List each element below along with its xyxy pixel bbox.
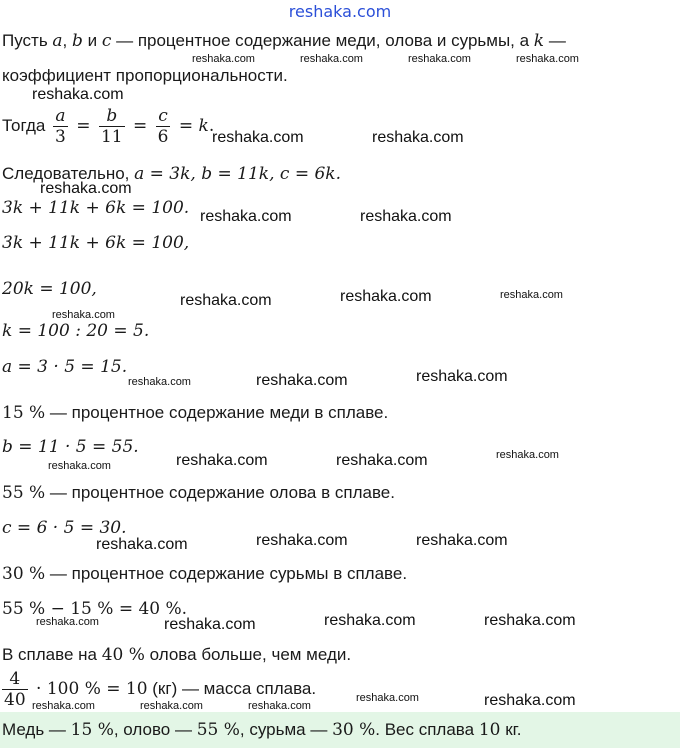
solution-line-3 <box>2 102 214 150</box>
comma: , <box>62 31 72 50</box>
text: В сплаве на <box>2 645 102 664</box>
denominator: 3 <box>55 127 66 148</box>
denominator: 11 <box>100 127 123 148</box>
math-expr: 30 % <box>2 564 46 584</box>
watermark: reshaka.com <box>52 309 115 321</box>
solution-line-9: a = 3 · 5 = 15. <box>2 357 128 377</box>
solution-line-6: 3k + 11k + 6k = 100, <box>2 233 190 253</box>
var-b: b <box>72 31 83 51</box>
var-a: a <box>52 31 63 51</box>
watermark: reshaka.com <box>32 700 95 712</box>
text: Следовательно, <box>2 164 135 183</box>
watermark: reshaka.com <box>484 692 576 709</box>
solution-line-7: 20k = 100, <box>2 279 97 299</box>
math-expr: 55 % <box>2 483 46 503</box>
math-expr: a = 3k, b = 11k, c = 6k. <box>134 164 342 184</box>
solution-line-12 <box>2 482 395 504</box>
watermark: reshaka.com <box>128 376 191 388</box>
watermark: reshaka.com <box>140 700 203 712</box>
watermark: reshaka.com <box>416 368 508 385</box>
watermark: reshaka.com <box>336 452 428 469</box>
denominator: 6 <box>157 127 169 148</box>
text: (кг) — масса сплава. <box>147 679 317 698</box>
watermark: reshaka.com <box>48 460 111 472</box>
math-expr: 40 % <box>101 645 145 665</box>
watermark: reshaka.com <box>40 180 132 197</box>
watermark: reshaka.com <box>408 53 471 65</box>
watermark: reshaka.com <box>248 700 311 712</box>
numerator: 4 <box>2 669 28 690</box>
text: Тогда <box>2 116 51 135</box>
math-expr: · 100 % = 10 <box>30 679 148 699</box>
text: олова больше, чем меди. <box>144 645 352 664</box>
period: . <box>208 116 215 136</box>
numerator: c <box>156 106 171 127</box>
answer-value: 10 <box>478 720 501 740</box>
answer-value: 15 % <box>70 720 114 740</box>
watermark: reshaka.com <box>96 536 188 553</box>
watermark: reshaka.com <box>256 372 348 389</box>
answer-text: Медь — <box>2 720 71 739</box>
solution-line-5: 3k + 11k + 6k = 100. <box>2 198 190 218</box>
answer-text: кг. <box>500 720 522 739</box>
fraction-b-11 <box>99 106 125 147</box>
solution-line-1 <box>2 30 566 52</box>
text: и <box>82 31 102 50</box>
solution-line-14 <box>2 563 407 585</box>
watermark: reshaka.com <box>256 532 348 549</box>
site-title[interactable]: reshaka.com <box>288 2 392 21</box>
watermark: reshaka.com <box>372 129 464 146</box>
var-k: k <box>198 116 209 136</box>
fraction-a-3 <box>53 106 68 147</box>
text: — процентное содержание меди, олова и сурьмы, а <box>111 31 534 50</box>
watermark: reshaka.com <box>180 292 272 309</box>
answer-text: , олово — <box>113 720 197 739</box>
solution-line-16 <box>2 644 351 666</box>
denominator: 40 <box>4 690 26 711</box>
text: — процентное содержание сурьмы в сплаве. <box>45 564 408 583</box>
solution-line-15: 55 % − 15 % = 40 %. <box>2 599 188 619</box>
solution-line-2: коэффициент пропорциональности. <box>2 66 288 85</box>
answer-box <box>0 712 680 748</box>
watermark: reshaka.com <box>516 53 579 65</box>
numerator: b <box>99 106 125 127</box>
fraction-4-40 <box>2 669 28 710</box>
solution-line-8: k = 100 : 20 = 5. <box>2 321 150 341</box>
watermark: reshaka.com <box>324 612 416 629</box>
watermark: reshaka.com <box>36 616 99 628</box>
text: — процентное содержание олова в сплаве. <box>45 483 395 502</box>
solution-line-13: c = 6 · 5 = 30. <box>2 518 127 538</box>
text: — <box>544 31 566 50</box>
watermark: reshaka.com <box>200 208 292 225</box>
watermark: reshaka.com <box>176 452 268 469</box>
watermark: reshaka.com <box>32 86 124 103</box>
var-c: c <box>101 31 112 51</box>
equals: = <box>173 116 199 136</box>
numerator: a <box>53 106 68 127</box>
watermark: reshaka.com <box>340 288 432 305</box>
answer-text: . Вес сплава <box>375 720 479 739</box>
watermark: reshaka.com <box>356 692 419 704</box>
answer-value: 55 % <box>196 720 240 740</box>
watermark: reshaka.com <box>300 53 363 65</box>
watermark: reshaka.com <box>416 532 508 549</box>
equals: = <box>127 116 153 136</box>
answer-value: 30 % <box>332 720 376 740</box>
text: — процентное содержание меди в сплаве. <box>45 403 389 422</box>
equals: = <box>70 116 96 136</box>
watermark: reshaka.com <box>360 208 452 225</box>
watermark: reshaka.com <box>500 289 563 301</box>
watermark: reshaka.com <box>496 449 559 461</box>
var-k: k <box>533 31 545 51</box>
watermark: reshaka.com <box>192 53 255 65</box>
watermark: reshaka.com <box>164 616 256 633</box>
solution-line-10 <box>2 402 388 424</box>
solution-line-11: b = 11 · 5 = 55. <box>2 437 139 457</box>
answer-text: , сурьма — <box>239 720 333 739</box>
fraction-c-6 <box>156 106 171 147</box>
watermark: reshaka.com <box>484 612 576 629</box>
watermark: reshaka.com <box>212 129 304 146</box>
math-expr: 15 % <box>2 403 46 423</box>
text: Пусть <box>2 31 53 50</box>
